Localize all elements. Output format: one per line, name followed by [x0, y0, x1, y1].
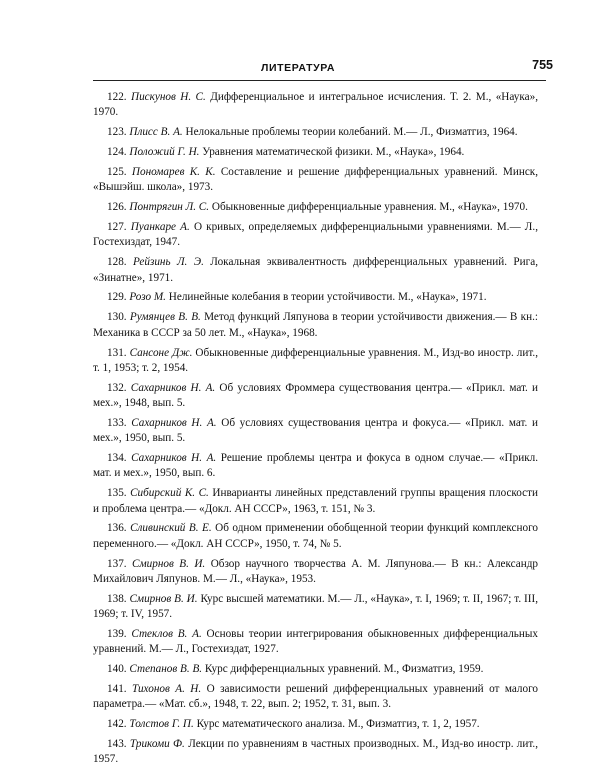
reference-number: 138.: [107, 592, 127, 605]
reference-number: 128.: [107, 256, 127, 269]
reference-author: Рейзинь Л. Э.: [132, 256, 204, 269]
reference-text: Основы теории интегрирования обыкновенных дифференциальных уравнений. М.— Л., Гостехиздат, 1927.: [93, 628, 539, 656]
reference-author: Румянцев В. В.: [129, 311, 201, 324]
reference-author: Степанов В. В.: [129, 663, 203, 676]
reference-number: 135.: [107, 487, 127, 500]
reference-author: Сансоне Дж.: [129, 346, 193, 359]
reference-author: Сливинский В. Е.: [130, 522, 212, 535]
reference-entry: [93, 627, 538, 658]
reference-text: Нелокальные проблемы теории колебаний. М.— Л., Физматгиз, 1964.: [185, 126, 518, 139]
reference-text: Решение проблемы центра и фокуса в одном случае.— «Прикл. мат. и мех.», 1950, вып. 6.: [93, 452, 539, 480]
reference-author: Положий Г. Н.: [129, 146, 200, 159]
reference-number: 125.: [107, 165, 127, 178]
reference-number: 132.: [107, 381, 127, 394]
reference-text: Об условиях существования центра и фокуса.— «Прикл. мат. и мех.», 1950, вып. 5.: [93, 416, 538, 445]
reference-number: 141.: [107, 683, 127, 696]
reference-number: 131.: [107, 346, 127, 359]
reference-number: 126.: [107, 201, 127, 214]
reference-author: Трикоми Ф.: [129, 738, 185, 751]
reference-author: Толстов Г. П.: [129, 718, 194, 731]
reference-text: Обзор научного творчества А. М. Ляпунова.— В кн.: Александр Михайлович Ляпунов. М.— Л., «Наука», 1953.: [93, 557, 539, 585]
reference-text: Обыкновенные дифференциальные уравнения. М., Изд-во иностр. лит., т. 1, 1953; т. 2, 1954.: [93, 346, 539, 374]
reference-entry: [93, 346, 538, 377]
reference-author: Стеклов В. А.: [131, 628, 202, 640]
reference-entry: [93, 662, 538, 677]
reference-author: Смирнов В. И.: [132, 557, 206, 570]
reference-entry: [93, 310, 538, 341]
reference-text: Метод функций Ляпунова в теории устойчивости движения.— В кн.: Механика в СССР за 50 лет. М., «Наука», 1968.: [93, 311, 538, 339]
reference-author: Пискунов Н. С.: [131, 91, 206, 103]
reference-number: 129.: [107, 291, 127, 304]
reference-number: 136.: [107, 522, 127, 535]
reference-entry: [93, 521, 538, 552]
running-header: [93, 58, 553, 78]
reference-text: Курс дифференциальных уравнений. М., Физматгиз, 1959.: [204, 663, 484, 676]
reference-text: Составление и решение дифференциальных уравнений. Минск, «Вышэйш. школа», 1973.: [93, 165, 539, 194]
reference-text: Курс математического анализа. М., Физматгиз, т. 1, 2, 1957.: [196, 718, 480, 731]
reference-author: Розо М.: [129, 291, 166, 304]
reference-entry: [93, 486, 538, 517]
reference-number: 143.: [107, 738, 127, 751]
reference-text: Инварианты линейных представлений группы вращения плоскости и проблема центра.— «Докл. АН СССР», 1963, т. 151, № 3.: [93, 487, 538, 515]
reference-number: 139.: [107, 628, 127, 640]
reference-number: 122.: [107, 91, 127, 103]
reference-author: Сахарников Н. А.: [130, 381, 216, 394]
reference-entry: [93, 557, 538, 588]
reference-entry: [93, 255, 538, 286]
reference-author: Понтрягин Л. С.: [129, 201, 210, 214]
reference-entry: [93, 592, 538, 623]
reference-entry: [93, 381, 538, 412]
page-number: 755: [532, 58, 553, 72]
reference-entry: [93, 125, 538, 140]
reference-text: О зависимости решений дифференциальных уравнений от малого параметра.— «Мат. сб.», 1948, т. 22, вып. 2; 1952, т. 31, вып. 3.: [93, 683, 538, 711]
reference-author: Тихонов А. Н.: [132, 683, 202, 696]
reference-text: Лекции по уравнениям в частных производных. М., Изд-во иностр. лит., 1957.: [93, 738, 539, 766]
reference-author: Сибирский К. С.: [130, 487, 209, 500]
reference-entry: [93, 200, 538, 215]
reference-text: Нелинейные колебания в теории устойчивости. М., «Наука», 1971.: [168, 291, 487, 304]
reference-author: Сахарников Н. А.: [131, 452, 217, 465]
reference-text: Локальная эквивалентность дифференциальных уравнений. Рига, «Зинатне», 1971.: [93, 256, 538, 284]
reference-number: 124.: [107, 146, 127, 159]
reference-entry: [93, 737, 538, 768]
reference-list: [93, 90, 538, 772]
reference-entry: [93, 220, 538, 251]
reference-author: Пуанкаре А.: [130, 221, 190, 234]
reference-text: Дифференциальное и интегральное исчисления. Т. 2. М., «Наука», 1970.: [93, 91, 539, 119]
reference-entry: [93, 145, 538, 160]
reference-entry: [93, 90, 538, 121]
reference-number: 137.: [107, 557, 127, 570]
reference-text: Об условиях Фроммера существования центра.— «Прикл. мат. и мех.», 1948, вып. 5.: [93, 381, 539, 409]
reference-number: 133.: [107, 416, 127, 429]
reference-text: О кривых, определяемых дифференциальными уравнениями. М.— Л., Гостехиздат, 1947.: [93, 221, 538, 249]
header-rule: [93, 80, 546, 81]
reference-number: 130.: [107, 311, 127, 324]
reference-number: 142.: [107, 718, 127, 731]
reference-number: 140.: [107, 663, 127, 676]
reference-author: Плисс В. А.: [129, 126, 183, 139]
reference-entry: [93, 416, 538, 447]
reference-entry: [93, 717, 538, 732]
reference-entry: [93, 451, 538, 482]
reference-entry: [93, 165, 538, 196]
reference-number: 134.: [107, 452, 127, 465]
reference-author: Смирнов В. И.: [129, 592, 198, 605]
reference-text: Об одном применении обобщенной теории функций комплексного переменного.— «Докл. АН СССР», 1950, т. 74, № 5.: [93, 522, 538, 550]
reference-author: Сахарников Н. А.: [131, 416, 217, 429]
reference-entry: [93, 290, 538, 305]
reference-text: Обыкновенные дифференциальные уравнения. М., «Наука», 1970.: [211, 201, 528, 214]
reference-text: Курс высшей математики. М.— Л., «Наука», т. I, 1969; т. II, 1967; т. III, 1969; т. IV, 1957.: [93, 592, 539, 621]
reference-number: 123.: [107, 126, 127, 139]
reference-text: Уравнения математической физики. М., «Наука», 1964.: [202, 146, 465, 159]
page-title: ЛИТЕРАТУРА: [261, 62, 336, 74]
reference-author: Пономарев К. К.: [131, 165, 216, 178]
reference-entry: [93, 682, 538, 713]
reference-number: 127.: [107, 221, 127, 234]
